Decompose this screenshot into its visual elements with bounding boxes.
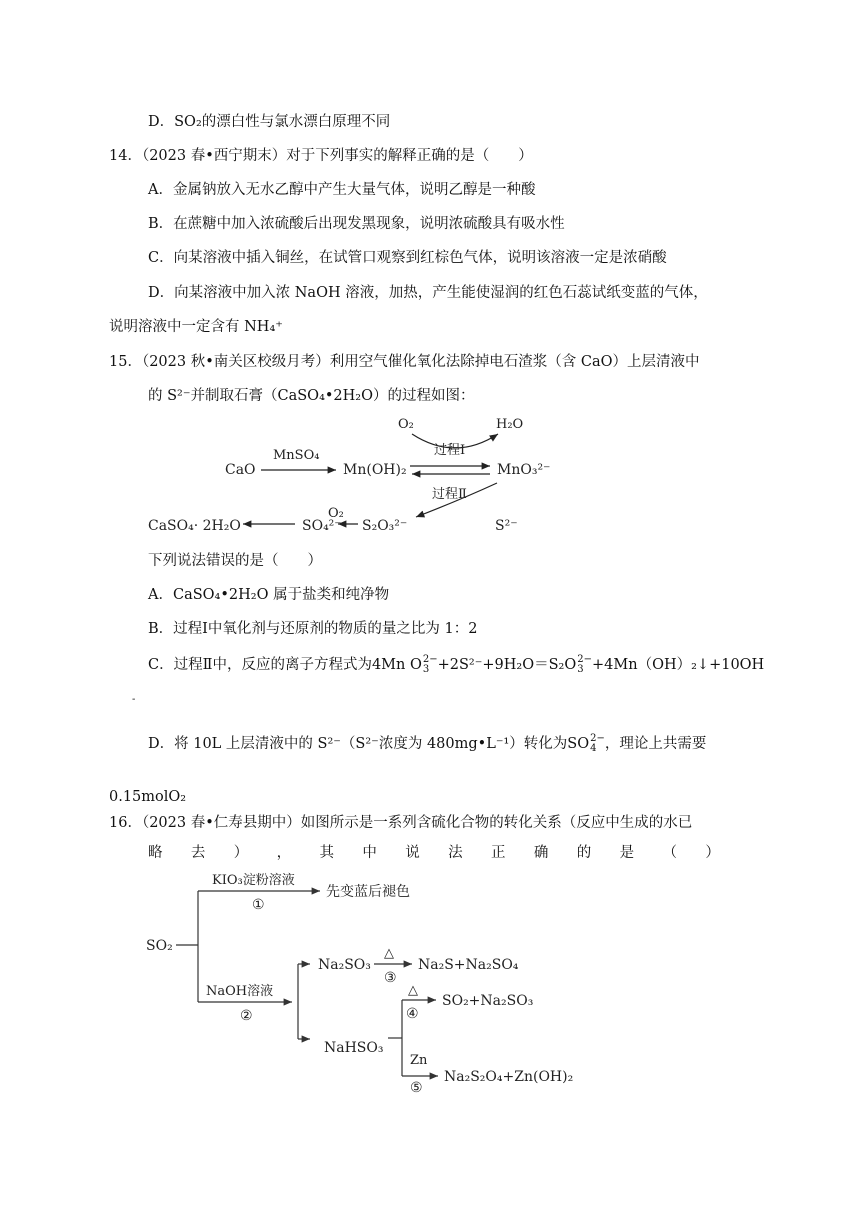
q15-option-b: B．过程Ⅰ中氧化剂与还原剂的物质的量之比为 1：2 bbox=[148, 621, 478, 637]
stem-char: 确 bbox=[533, 845, 549, 861]
q15-option-c-middle-2: +4Mn（OH）₂↓+10OH bbox=[592, 657, 765, 673]
o2-mid-label: O₂ bbox=[328, 506, 344, 521]
q14-option-d-cont: 说明溶液中一定含有 NH₄⁺ bbox=[109, 319, 283, 335]
q15-stem-cont: 的 S²⁻并制取石膏（CaSO₄•2H₂O）的过程如图： bbox=[148, 388, 475, 404]
stem-char: 法 bbox=[448, 845, 463, 861]
step-3-label: ③ bbox=[384, 970, 397, 986]
q15-option-d-prefix: D．将 10L 上层清液中的 S²⁻（S²⁻浓度为 480mg•L⁻¹）转化为 bbox=[148, 736, 568, 752]
s2o3-label: S₂O₃²⁻ bbox=[362, 518, 408, 534]
q14-option-b: B．在蔗糖中加入浓硫酸后出现发黑现象，说明浓硫酸具有吸水性 bbox=[148, 216, 565, 232]
stem-char: 略 bbox=[148, 845, 163, 861]
o3-ion-inline: O 2− 3 bbox=[564, 654, 593, 675]
stem-char: （ bbox=[662, 845, 677, 861]
q14-option-a: A．金属钠放入无水乙醇中产生大量气体，说明乙醇是一种酸 bbox=[148, 182, 536, 198]
result-1-label: 先变蓝后褪色 bbox=[326, 884, 410, 900]
stem-char: 说 bbox=[405, 845, 420, 861]
nahso3-label: NaHSO₃ bbox=[324, 1040, 384, 1056]
result-3-label: Na₂S+Na₂SO₄ bbox=[418, 957, 519, 973]
cao-label: CaO bbox=[225, 462, 256, 478]
heat-4-label: △ bbox=[408, 983, 418, 998]
stem-char: 中 bbox=[362, 845, 377, 861]
mnso4-label: MnSO₄ bbox=[273, 448, 320, 463]
q15-stem: 15．（2023 秋•南关区校级月考）利用空气催化氧化法除掉电石渣浆（含 CaO）上层清液中 bbox=[109, 354, 700, 370]
s2-minus-label: S²⁻ bbox=[495, 518, 518, 534]
q15-option-c-tail: - bbox=[132, 694, 136, 705]
q16-conversion-diagram bbox=[140, 864, 580, 1094]
stem-char: ） bbox=[233, 845, 249, 861]
mnoh2-label: Mn(OH)₂ bbox=[343, 462, 407, 478]
stem-char: 是 bbox=[619, 845, 635, 861]
q14-option-c: C．向某溶液中插入铜丝，在试管口观察到红棕色气体，说明该溶液一定是浓硝酸 bbox=[148, 250, 667, 266]
result-4-label: SO₂+Na₂SO₃ bbox=[442, 993, 534, 1009]
result-5-label: Na₂S₂O₄+Zn(OH)₂ bbox=[444, 1069, 574, 1085]
so2-label: SO₂ bbox=[146, 938, 173, 954]
stem-char: 正 bbox=[491, 845, 506, 861]
mno3-label: MnO₃²⁻ bbox=[497, 462, 551, 478]
o2-top-label: O₂ bbox=[398, 417, 414, 432]
q15-option-c bbox=[148, 655, 764, 675]
q16-stem: 16．（2023 春•仁寿县期中）如图所示是一系列含硫化合物的转化关系（反应中生成的水已 bbox=[109, 815, 693, 831]
kio3-label: KIO₃淀粉溶液 bbox=[212, 873, 295, 888]
stem-char: ） bbox=[705, 845, 720, 861]
stem-char: 去 bbox=[190, 845, 206, 861]
q15-option-d bbox=[148, 734, 706, 754]
h2o-label: H₂O bbox=[496, 417, 524, 432]
q15-option-d-suffix: ，理论上共需要 bbox=[604, 736, 707, 752]
so4-label: SO₄²⁻ bbox=[302, 518, 342, 534]
q13-option-d: D．SO₂的漂白性与氯水漂白原理不同 bbox=[148, 114, 391, 130]
q15-option-a: A．CaSO₄•2H₂O 属于盐类和纯净物 bbox=[148, 587, 390, 603]
q15-option-c-middle-1: +2S²⁻+9H₂O＝S₂ bbox=[437, 657, 565, 673]
gypsum-label: CaSO₄· 2H₂O bbox=[148, 518, 241, 534]
na2so3-label: Na₂SO₃ bbox=[318, 957, 371, 973]
step-2-label: ② bbox=[240, 1008, 253, 1024]
q15-option-c-prefix: C．过程Ⅱ中，反应的离子方程式为 bbox=[148, 657, 372, 673]
stem-char: 的 bbox=[576, 845, 592, 861]
stem-char: 其 bbox=[319, 845, 334, 861]
heat-3-label: △ bbox=[384, 946, 394, 961]
q16-stem-cont bbox=[148, 843, 720, 863]
step-4-label: ④ bbox=[406, 1006, 419, 1022]
step-1-label: ① bbox=[252, 897, 265, 913]
so4-ion-inline: SO 2− 4 bbox=[567, 733, 605, 754]
process-1-label: 过程Ⅰ bbox=[434, 443, 466, 458]
process-2-label: 过程Ⅱ bbox=[432, 487, 467, 502]
q15-question: 下列说法错误的是（ ） bbox=[148, 553, 322, 569]
naoh-label: NaOH溶液 bbox=[206, 984, 274, 999]
zn-label: Zn bbox=[410, 1053, 428, 1068]
q14-stem: 14．（2023 春•西宁期末）对于下列事实的解释正确的是（ ） bbox=[109, 148, 533, 164]
q14-option-d: D．向某溶液中加入浓 NaOH 溶液，加热，产生能使湿润的红色石蕊试纸变蓝的气体， bbox=[148, 285, 708, 301]
q15-option-d-cont: 0.15molO₂ bbox=[109, 789, 187, 805]
mno3-ion-inline: 4Mn O 2− 3 bbox=[371, 654, 438, 675]
step-5-label: ⑤ bbox=[410, 1080, 423, 1094]
stem-char: ， bbox=[276, 845, 292, 861]
q15-process-diagram bbox=[140, 404, 560, 544]
